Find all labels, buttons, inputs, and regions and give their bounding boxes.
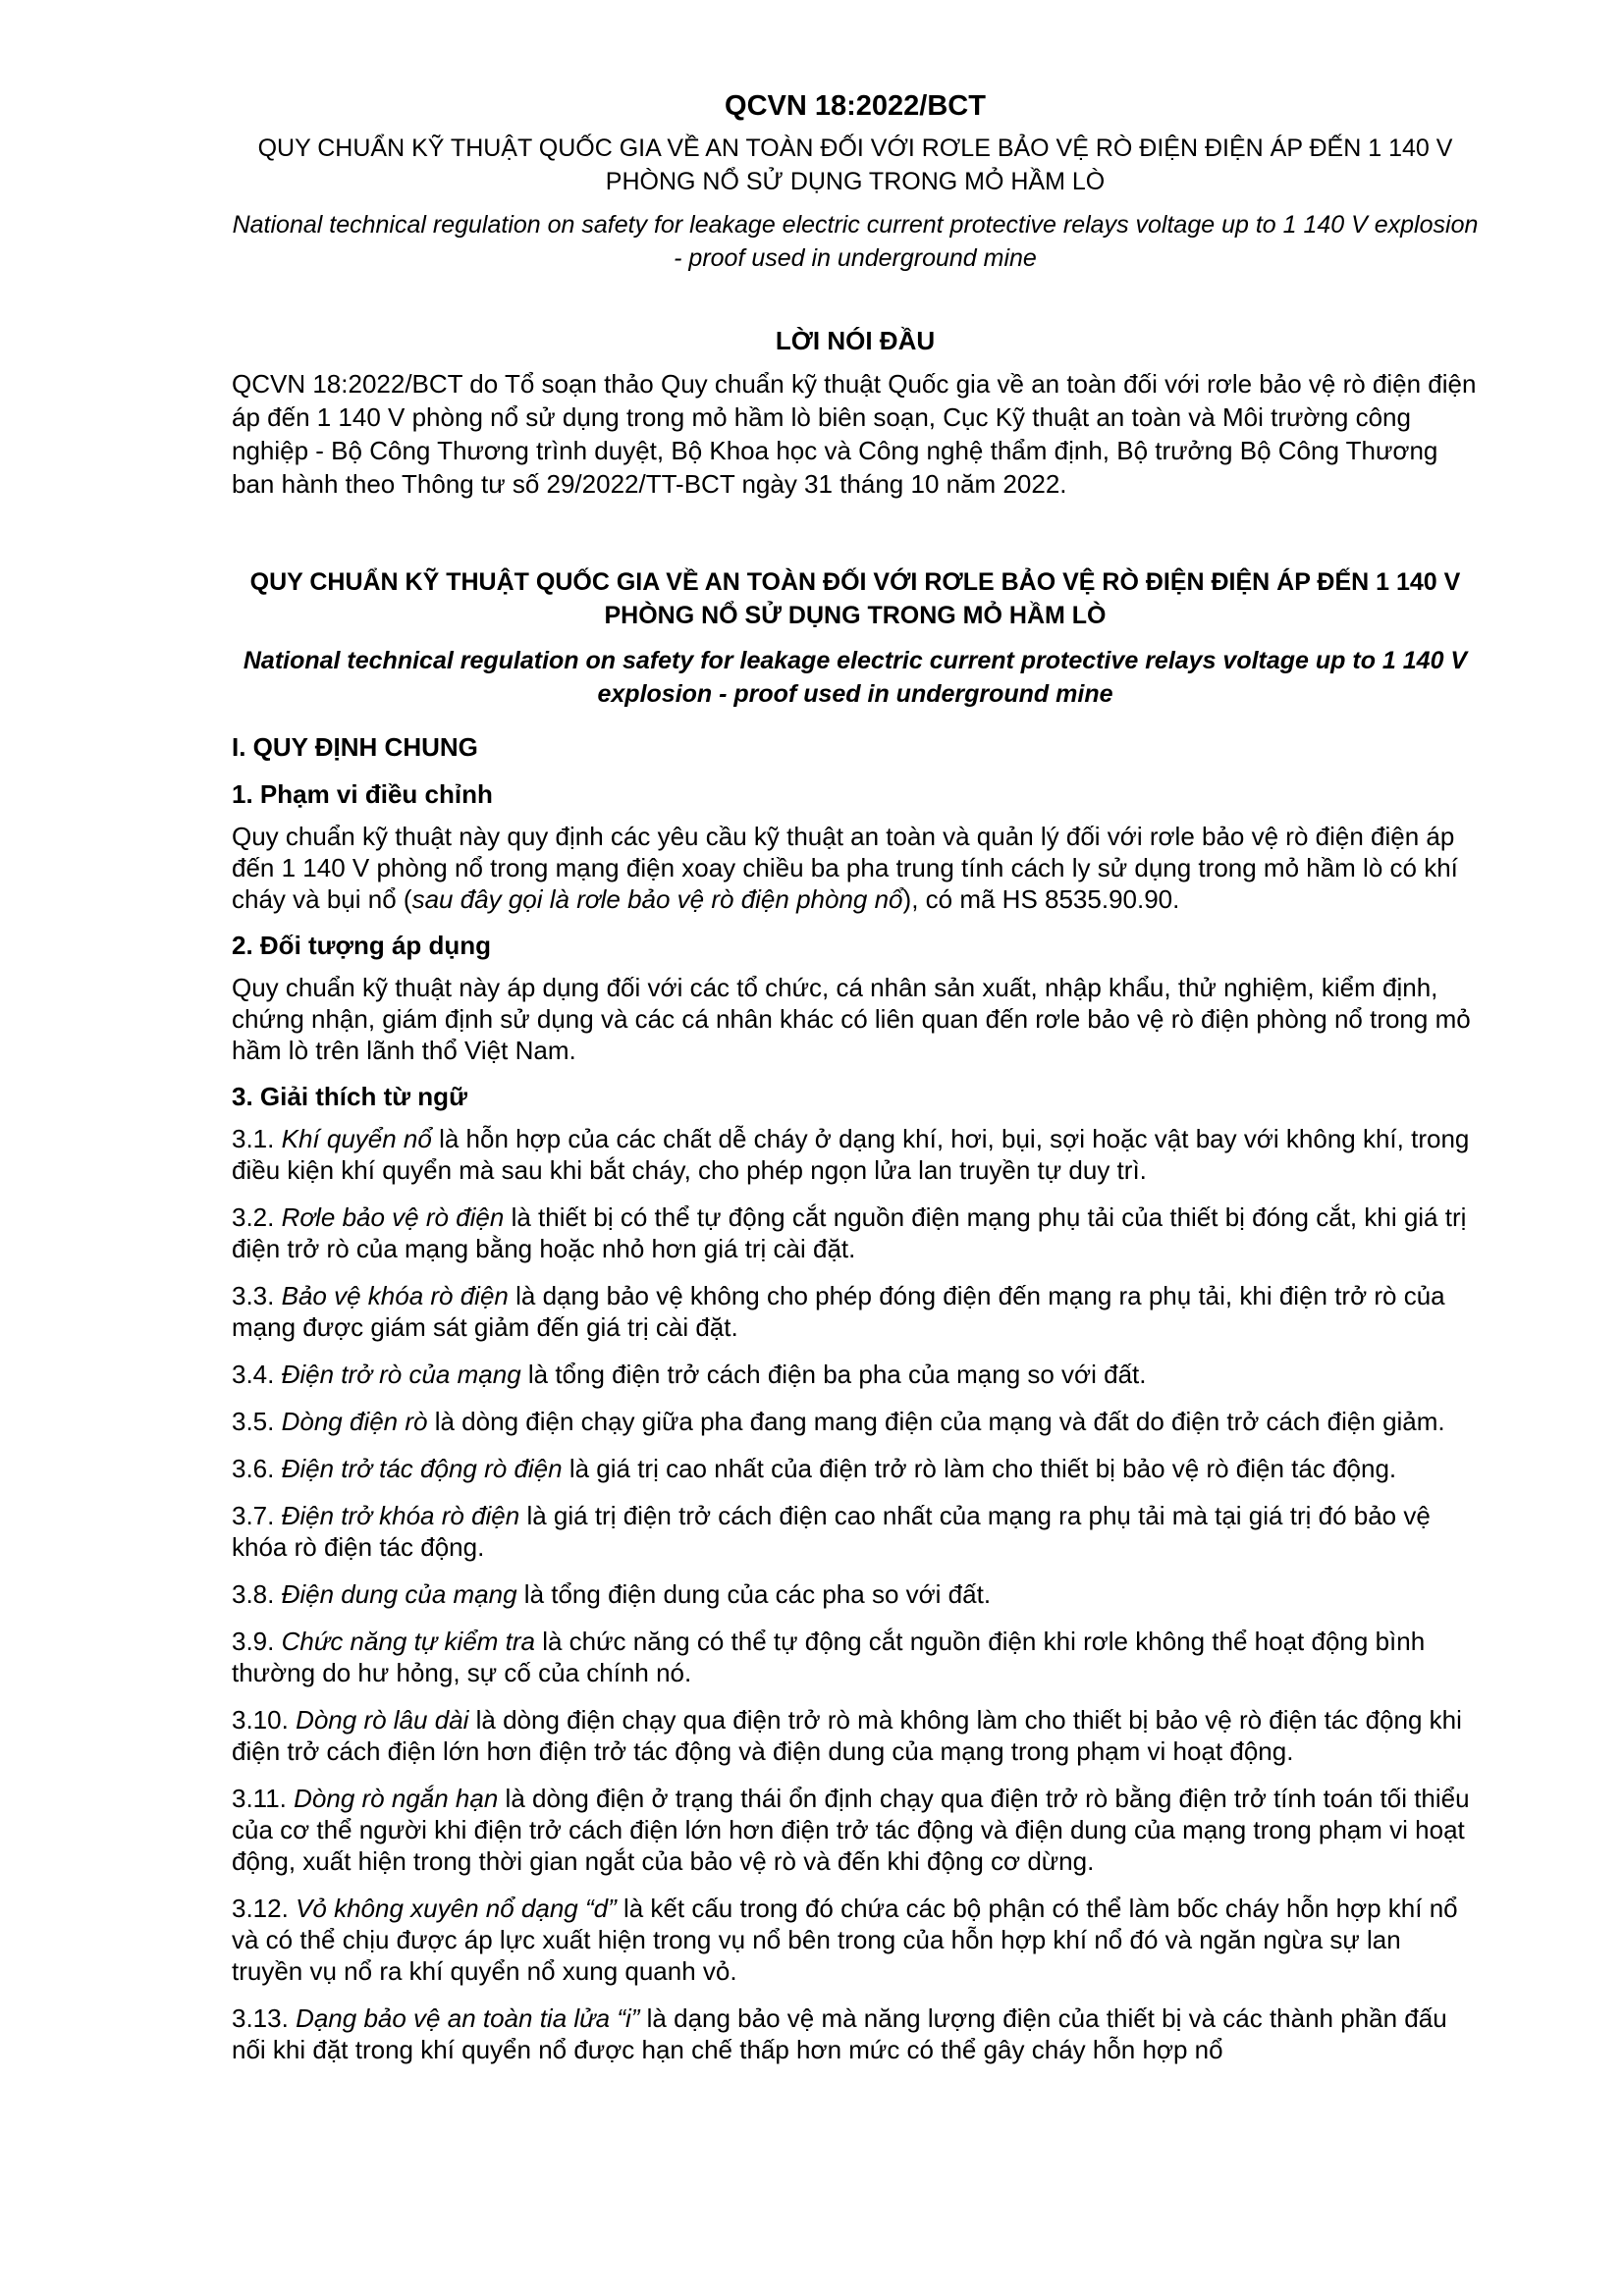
terms-heading: 3. Giải thích từ ngữ (232, 1082, 467, 1111)
document-title-vi: QUY CHUẨN KỸ THUẬT QUỐC GIA VỀ AN TOÀN ĐỐI VỚI RƠLE BẢO VỆ RÒ ĐIỆN ĐIỆN ÁP ĐẾN 1 140 V PHÒNG NỔ SỬ DỤNG TRONG MỎ HẦM LÒ (257, 134, 1453, 195)
scope-text-before: Quy chuẩn kỹ thuật này quy định các yêu cầu kỹ thuật an toàn và quản lý đối với rơle bảo vệ rò điện điện áp đến 1 140 V phòng nổ trong mạng điện xoay chiều ba pha trung tính cách ly sử dụng trong mỏ hầm lò có khí cháy và bụi nổ ( (232, 822, 1458, 914)
term-item (232, 1783, 1479, 1877)
term-item (232, 1280, 1479, 1343)
scope-text-after: ), có mã HS 8535.90.90. (902, 884, 1180, 914)
term-number: 3.12. (232, 1894, 289, 1923)
term-item (232, 1626, 1479, 1688)
term-number: 3.7. (232, 1501, 275, 1530)
main-title-en: National technical regulation on safety for leakage electric current protective relays voltage up to 1 140 V explosion - proof used in underground mine (243, 647, 1468, 708)
term-item (232, 1704, 1479, 1767)
term-number: 3.4. (232, 1360, 275, 1389)
term-definition: là giá trị điện trở cách điện cao nhất của mạng ra phụ tải mà tại giá trị đó bảo vệ khóa rò điện tác động. (232, 1501, 1431, 1562)
term-name: Khí quyển nổ (281, 1124, 432, 1153)
term-name: Dòng rò lâu dài (296, 1705, 469, 1735)
term-name: Rơle bảo vệ rò điện (281, 1202, 505, 1232)
term-definition: là giá trị cao nhất của điện trở rò làm cho thiết bị bảo vệ rò điện tác động. (562, 1454, 1397, 1483)
term-item (232, 1453, 1479, 1484)
term-definition: là dạng bảo vệ không cho phép đóng điện đến mạng ra phụ tải, khi điện trở rò của mạng được giám sát giảm đến giá trị cài đặt. (232, 1281, 1445, 1342)
term-definition: là dòng điện ở trạng thái ổn định chạy qua điện trở rò bằng điện trở tính toán tối thiểu của cơ thể người khi điện trở cách điện lớn hơn điện trở tác động và điện dung của mạng trong phạm vi hoạt động, xuất hiện trong thời gian ngắt của bảo vệ rò và đến khi động cơ dừng. (232, 1784, 1470, 1876)
term-number: 3.11. (232, 1784, 287, 1813)
subjects-paragraph: Quy chuẩn kỹ thuật này áp dụng đối với các tổ chức, cá nhân sản xuất, nhập khẩu, thử nghiệm, kiểm định, chứng nhận, giám định sử dụng và các cá nhân khác có liên quan đến rơle bảo vệ rò điện phòng nổ trong mỏ hầm lò trên lãnh thổ Việt Nam. (232, 973, 1471, 1065)
term-name: Bảo vệ khóa rò điện (281, 1281, 509, 1310)
term-name: Điện trở rò của mạng (281, 1360, 521, 1389)
scope-heading: 1. Phạm vi điều chỉnh (232, 779, 493, 809)
term-number: 3.2. (232, 1202, 275, 1232)
term-item (232, 1123, 1479, 1186)
term-number: 3.6. (232, 1454, 275, 1483)
term-name: Dòng điện rò (281, 1407, 428, 1436)
term-definition: là tổng điện trở cách điện ba pha của mạng so với đất. (520, 1360, 1147, 1389)
term-number: 3.5. (232, 1407, 275, 1436)
term-name: Chức năng tự kiểm tra (281, 1627, 535, 1656)
scope-paragraph (232, 821, 1479, 915)
term-item (232, 1578, 1479, 1610)
term-name: Điện trở khóa rò điện (281, 1501, 520, 1530)
term-name: Điện trở tác động rò điện (281, 1454, 563, 1483)
term-definition: là kết cấu trong đó chứa các bộ phận có thể làm bốc cháy hỗn hợp khí nổ và có thể chịu được áp lực xuất hiện trong vụ nổ bên trong của hỗn hợp khí nổ đó và ngăn ngừa sự lan truyền vụ nổ ra khí quyển nổ xung quanh vỏ. (232, 1894, 1458, 1986)
term-number: 3.1. (232, 1124, 275, 1153)
term-item (232, 1893, 1479, 1987)
term-number: 3.9. (232, 1627, 275, 1656)
preface-body: QCVN 18:2022/BCT do Tổ soạn thảo Quy chuẩn kỹ thuật Quốc gia về an toàn đối với rơle bảo vệ rò điện điện áp đến 1 140 V phòng nổ sử dụng trong mỏ hầm lò biên soạn, Cục Kỹ thuật an toàn và Môi trường công nghiệp - Bộ Công Thương trình duyệt, Bộ Khoa học và Công nghệ thẩm định, Bộ trưởng Bộ Công Thương ban hành theo Thông tư số 29/2022/TT-BCT ngày 31 tháng 10 năm 2022. (232, 369, 1477, 499)
term-definition: là dòng điện chạy giữa pha đang mang điện của mạng và đất do điện trở cách điện giảm. (427, 1407, 1445, 1436)
term-number: 3.8. (232, 1579, 275, 1609)
term-name: Dòng rò ngắn hạn (294, 1784, 499, 1813)
term-definition: là chức năng có thể tự động cắt nguồn điện khi rơle không thể hoạt động bình thường do hư hỏng, sự cố của chính nó. (232, 1627, 1426, 1687)
section-general-heading: I. QUY ĐỊNH CHUNG (232, 732, 478, 762)
term-name: Vỏ không xuyên nổ dạng “d” (296, 1894, 617, 1923)
term-name: Dạng bảo vệ an toàn tia lửa “i” (296, 2003, 640, 2033)
term-number: 3.13. (232, 2003, 289, 2033)
document-page (232, 88, 1479, 2081)
term-item (232, 1406, 1479, 1437)
term-number: 3.10. (232, 1705, 289, 1735)
term-definition: là thiết bị có thể tự động cắt nguồn điện mạng phụ tải của thiết bị đóng cắt, khi giá trị điện trở rò của mạng bằng hoặc nhỏ hơn giá trị cài đặt. (232, 1202, 1467, 1263)
term-number: 3.3. (232, 1281, 275, 1310)
term-item (232, 1201, 1479, 1264)
document-code: QCVN 18:2022/BCT (725, 90, 986, 122)
term-definition: là hỗn hợp của các chất dễ cháy ở dạng khí, hơi, bụi, sợi hoặc vật bay với không khí, trong điều kiện khí quyển mà sau khi bắt cháy, cho phép ngọn lửa lan truyền tự duy trì. (232, 1124, 1470, 1185)
term-name: Điện dung của mạng (281, 1579, 517, 1609)
scope-text-italic: sau đây gọi là rơle bảo vệ rò điện phòng nổ (411, 884, 903, 914)
term-item (232, 1359, 1479, 1390)
term-item (232, 1500, 1479, 1563)
term-item (232, 2002, 1479, 2065)
subjects-heading: 2. Đối tượng áp dụng (232, 931, 492, 960)
term-definition: là dạng bảo vệ mà năng lượng điện của thiết bị và các thành phần đấu nối khi đặt trong khí quyển nổ được hạn chế thấp hơn mức có thể gây cháy hỗn hợp nổ (232, 2003, 1447, 2064)
document-title-en: National technical regulation on safety for leakage electric current protective relays voltage up to 1 140 V explosion - proof used in underground mine (232, 211, 1479, 272)
term-definition: là tổng điện dung của các pha so với đất. (516, 1579, 992, 1609)
main-title-vi: QUY CHUẨN KỸ THUẬT QUỐC GIA VỀ AN TOÀN ĐỐI VỚI RƠLE BẢO VỆ RÒ ĐIỆN ĐIỆN ÁP ĐẾN 1 140 V PHÒNG NỔ SỬ DỤNG TRONG MỎ HẦM LÒ (249, 568, 1461, 629)
term-definition: là dòng điện chạy qua điện trở rò mà không làm cho thiết bị bảo vệ rò điện tác động khi điện trở cách điện lớn hơn điện trở tác động và điện dung của mạng trong phạm vi hoạt động. (232, 1705, 1462, 1766)
preface-heading: LỜI NÓI ĐẦU (775, 326, 936, 355)
